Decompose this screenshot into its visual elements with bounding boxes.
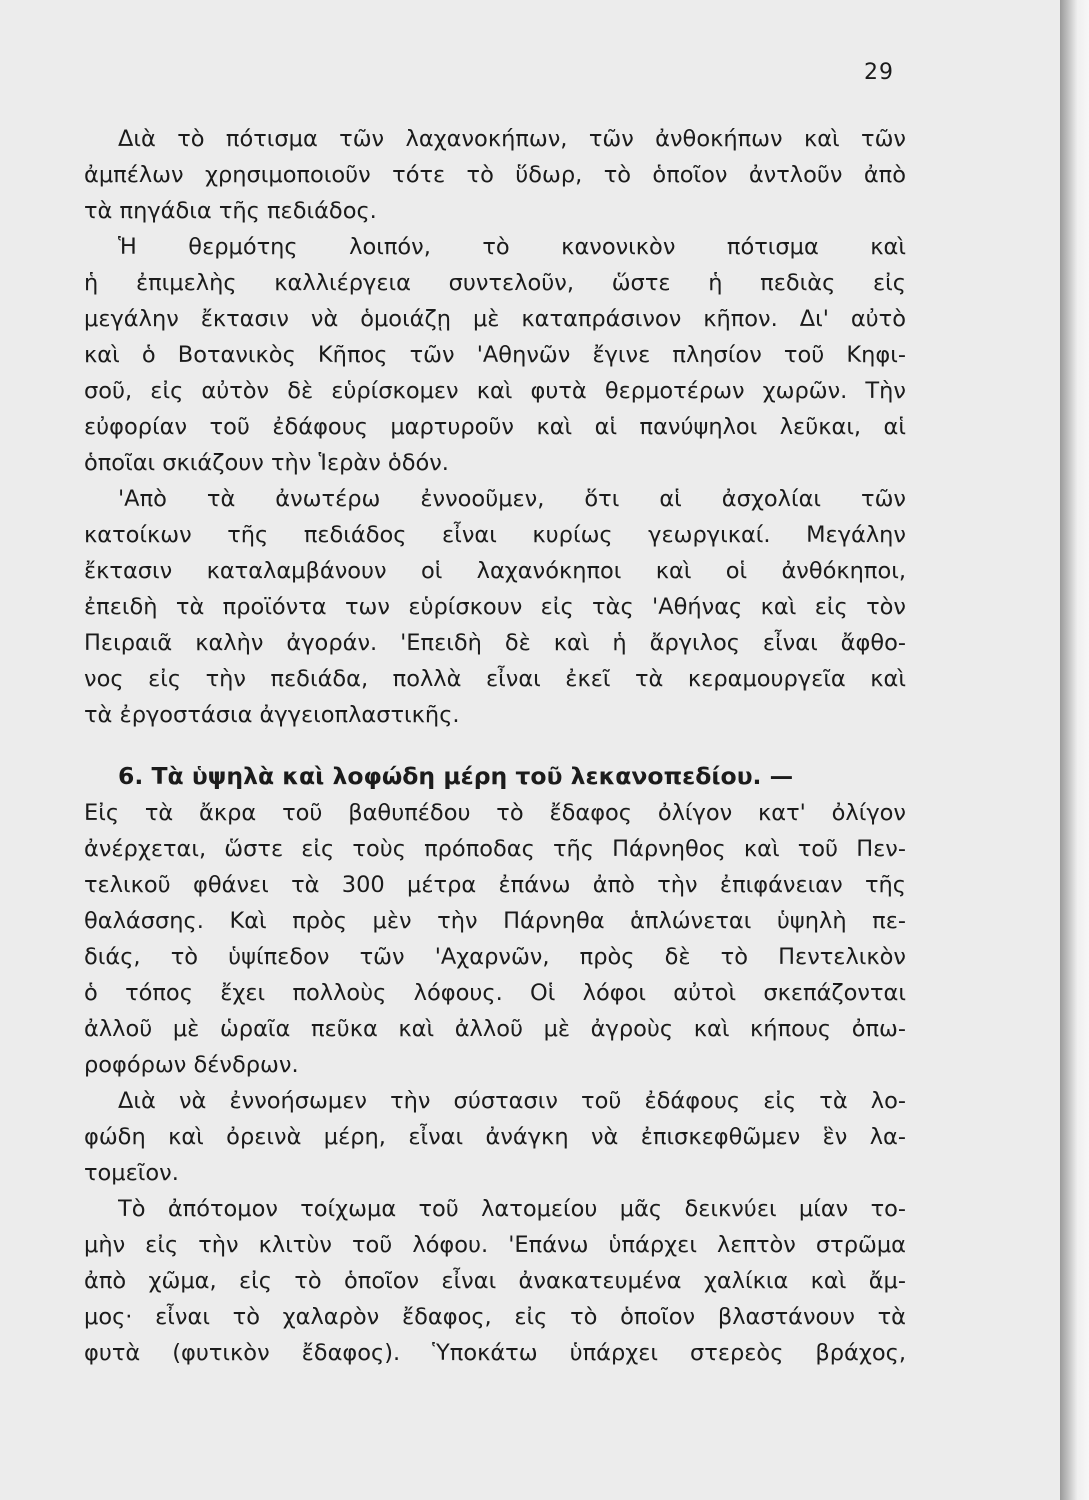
text-line: ὁ τόπος ἔχει πολλοὺς λόφους. Οἱ λόφοι αὐτοὶ σκεπάζονται — [84, 980, 906, 1006]
text-line: Πειραιᾶ καλὴν ἀγοράν. 'Επειδὴ δὲ καὶ ἡ ἄργιλος εἶναι ἄφθο- — [84, 630, 906, 656]
text-line: Τὸ ἀπότομον τοίχωμα τοῦ λατομείου μᾶς δεικνύει μίαν το- — [118, 1196, 906, 1222]
text-line: ἀπὸ χῶμα, εἰς τὸ ὁποῖον εἶναι ἀνακατευμένα χαλίκια καὶ ἄμ- — [84, 1268, 906, 1294]
text-line: τὰ ἐργοστάσια ἀγγειοπλαστικῆς. — [84, 702, 460, 728]
text-line: ροφόρων δένδρων. — [84, 1052, 299, 1078]
text-line: Διὰ νὰ ἐννοήσωμεν τὴν σύστασιν τοῦ ἐδάφους εἰς τὰ λο- — [118, 1088, 906, 1114]
text-line: ἔκτασιν καταλαμβάνουν οἱ λαχανόκηποι καὶ οἱ ἀνθόκηποι, — [84, 558, 906, 584]
text-line: φυτὰ (φυτικὸν ἔδαφος). Ὑποκάτω ὑπάρχει στερεὸς βράχος, — [84, 1340, 906, 1366]
text-line: εὐφορίαν τοῦ ἐδάφους μαρτυροῦν καὶ αἱ πανύψηλοι λεῦκαι, αἱ — [84, 414, 906, 440]
text-line: ἀλλοῦ μὲ ὡραῖα πεῦκα καὶ ἀλλοῦ μὲ ἀγροὺς καὶ κήπους ὀπω- — [84, 1016, 906, 1042]
text-line: ἀμπέλων χρησιμοποιοῦν τότε τὸ ὕδωρ, τὸ ὁποῖον ἀντλοῦν ἀπὸ — [84, 162, 906, 188]
text-line: μεγάλην ἔκτασιν νὰ ὁμοιάζῃ μὲ καταπράσινον κῆπον. Δι' αὐτὸ — [84, 306, 906, 332]
text-line: τὰ πηγάδια τῆς πεδιάδος. — [84, 198, 377, 224]
text-line: ἐπειδὴ τὰ προϊόντα των εὑρίσκουν εἰς τὰς 'Αθήνας καὶ εἰς τὸν — [84, 594, 906, 620]
text-line: Ἡ θερμότης λοιπόν, τὸ κανονικὸν πότισμα καὶ — [118, 234, 906, 260]
text-line: τελικοῦ φθάνει τὰ 300 μέτρα ἐπάνω ἀπὸ τὴν ἐπιφάνειαν τῆς — [84, 872, 906, 898]
text-line: νος εἰς τὴν πεδιάδα, πολλὰ εἶναι ἐκεῖ τὰ κεραμουργεῖα καὶ — [84, 666, 906, 692]
text-line: τομεῖον. — [84, 1160, 179, 1186]
section-heading: 6. Τὰ ὑψηλὰ καὶ λοφώδη μέρη τοῦ λεκανοπεδίου. — — [118, 762, 794, 790]
text-line: ἡ ἐπιμελὴς καλλιέργεια συντελοῦν, ὥστε ἡ πεδιὰς εἰς — [84, 270, 906, 296]
book-edge — [1060, 0, 1089, 1500]
text-line: κατοίκων τῆς πεδιάδος εἶναι κυρίως γεωργικαί. Μεγάλην — [84, 522, 906, 548]
text-line: μος· εἶναι τὸ χαλαρὸν ἔδαφος, εἰς τὸ ὁποῖον βλαστάνουν τὰ — [84, 1304, 906, 1330]
text-line: ὁποῖαι σκιάζουν τὴν Ἱερὰν ὁδόν. — [84, 450, 449, 476]
text-line: θαλάσσης. Καὶ πρὸς μὲν τὴν Πάρνηθα ἁπλώνεται ὑψηλὴ πε- — [84, 908, 906, 934]
text-line: φώδη καὶ ὀρεινὰ μέρη, εἶναι ἀνάγκη νὰ ἐπισκεφθῶμεν ἓν λα- — [84, 1124, 906, 1150]
page-number: 29 — [864, 60, 894, 85]
text-line: σοῦ, εἰς αὐτὸν δὲ εὑρίσκομεν καὶ φυτὰ θερμοτέρων χωρῶν. Τὴν — [84, 378, 906, 404]
text-line: 'Απὸ τὰ ἀνωτέρω ἐννοοῦμεν, ὅτι αἱ ἀσχολίαι τῶν — [118, 486, 906, 512]
text-line: Διὰ τὸ πότισμα τῶν λαχανοκήπων, τῶν ἀνθοκήπων καὶ τῶν — [118, 126, 906, 152]
text-line: διάς, τὸ ὑψίπεδον τῶν 'Αχαρνῶν, πρὸς δὲ τὸ Πεντελικὸν — [84, 944, 906, 970]
text-line: μὴν εἰς τὴν κλιτὺν τοῦ λόφου. 'Επάνω ὑπάρχει λεπτὸν στρῶμα — [84, 1232, 906, 1258]
text-line: Εἰς τὰ ἄκρα τοῦ βαθυπέδου τὸ ἔδαφος ὀλίγον κατ' ὀλίγον — [84, 800, 906, 826]
text-line: καὶ ὁ Βοτανικὸς Κῆπος τῶν 'Αθηνῶν ἔγινε πλησίον τοῦ Κηφι- — [84, 342, 906, 368]
text-line: ἀνέρχεται, ὥστε εἰς τοὺς πρόποδας τῆς Πάρνηθος καὶ τοῦ Πεν- — [84, 836, 906, 862]
